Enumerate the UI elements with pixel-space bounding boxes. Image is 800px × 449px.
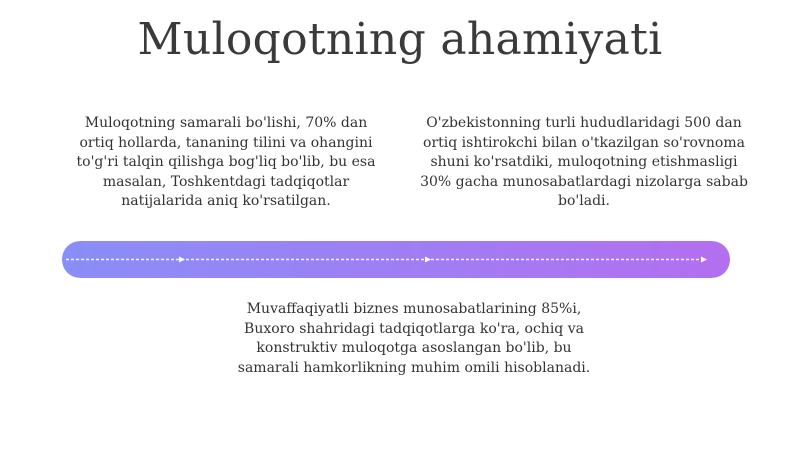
page-title: Muloqotning ahamiyati <box>137 14 663 65</box>
text-block-bottom: Muvaffaqiyatli biznes munosabatlarining 85%i, Buxoro shahridagi tadqiqotlarga ko'ra, ochiq va konstruktiv muloqotga asoslangan bo'lib, bu samarali hamkorlikning muhim omili hisoblanadi. <box>237 301 591 376</box>
text-block-left: Muloqotning samarali bo'lishi, 70% dan ortiq hollarda, tananing tilini va ohangini to'g'ri talqin qilishga bog'liq bo'lib, bu esa masalan, Toshkentdagi tadqiqotlar natijalarida aniq ko'rsatilgan. <box>76 115 376 209</box>
timeline-graphic <box>62 241 730 278</box>
timeline-bar <box>62 241 730 278</box>
text-block-right: O'zbekistonning turli hududlaridagi 500 dan ortiq ishtirokchi bilan o'tkazilgan so'rovnoma shuni ko'rsatdiki, muloqotning etishmasligi 30% gacha munosabatlardagi nizolarga sabab bo'ladi. <box>420 115 748 209</box>
